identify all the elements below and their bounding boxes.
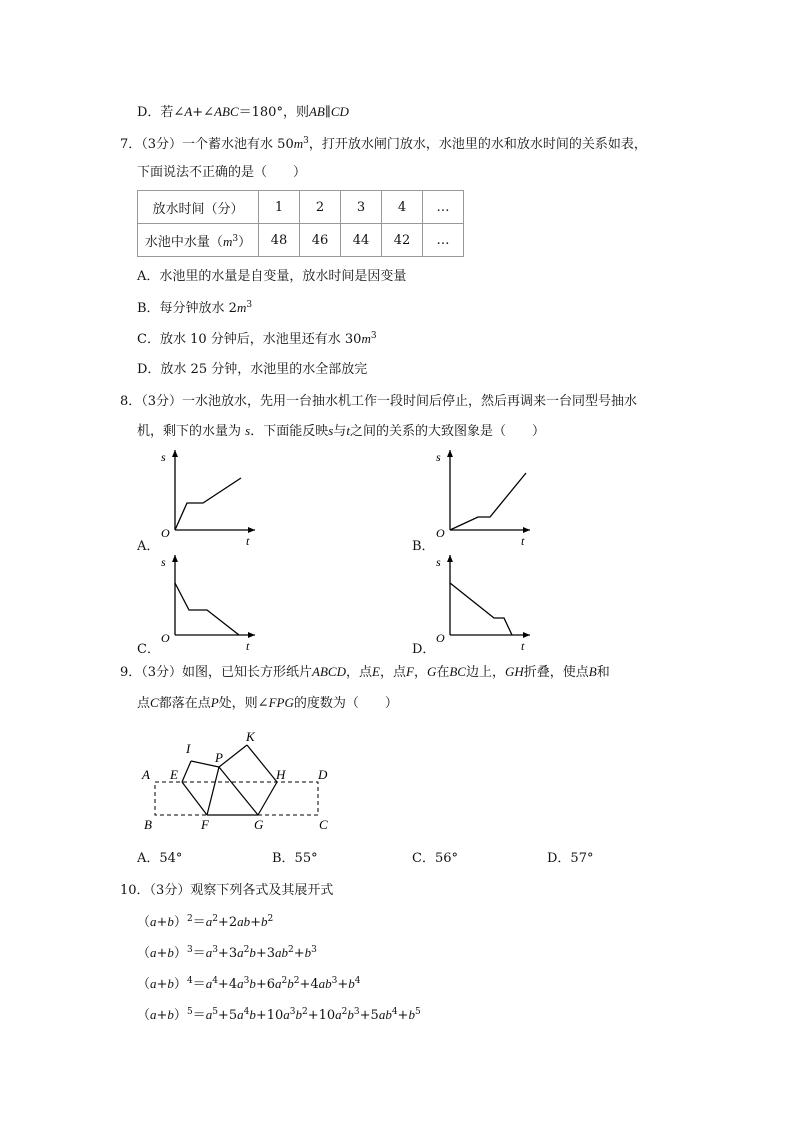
q9-var-f: F (405, 664, 414, 679)
q9-s1-m3: ， (413, 665, 427, 680)
q7-unit: m (293, 136, 304, 151)
y-arrow (172, 450, 178, 457)
q10-formula-3: $(a+b)^4=a^4+4a^3b+6a^2b^2+4ab^3+b^4$ (137, 976, 361, 992)
segment-kh (247, 745, 277, 782)
q8-mid1: ．下面能反映 (250, 424, 329, 439)
curve (450, 583, 512, 635)
point-c: C (319, 817, 328, 832)
q6-plus: +∠ (192, 105, 215, 120)
q6-var-ab: AB (308, 104, 325, 119)
q8-label-d: D． (412, 642, 436, 657)
graph-a-svg (155, 445, 265, 550)
q9-s1-m2: ，点 (379, 665, 406, 680)
point-i: I (186, 741, 191, 756)
q7-optb-text: B．每分钟放水 2 (137, 301, 237, 316)
q9-var-abcd: ABCD (312, 664, 346, 679)
q6-var-a: A (184, 104, 193, 119)
q9-s2-prefix: 点 (137, 696, 151, 711)
axis-t-label: t (521, 534, 525, 548)
q9-option-d: D．57° (547, 851, 594, 866)
q9-option-c: C．56° (412, 851, 458, 866)
table-cell: 1 (259, 191, 300, 224)
q9-s1-prefix: 9．（3分）如图，已知长方形纸片 (120, 665, 313, 680)
q8-suffix: 之间的关系的大致图象是（ ） (349, 424, 545, 439)
q7-option-a: A．水池里的水量是自变量，放水时间是因变量 (137, 269, 407, 284)
q8-var-s: s (245, 423, 251, 438)
table-cell: … (423, 224, 464, 257)
axis-s-label: s (436, 555, 441, 569)
q8-graph-b (430, 445, 540, 550)
q8-label-b: B． (412, 539, 435, 554)
q9-option-a: A．54° (137, 851, 183, 866)
q6-optd-text: D．若∠ (137, 105, 185, 120)
q8-stem-line1: 8．（3分）一水池放水，先用一台抽水机工作一段时间后停止，然后再调来一台同型号抽水 (120, 394, 638, 409)
q7-exp: 3 (303, 136, 309, 146)
axis-t-label: t (246, 534, 250, 548)
table-row (138, 191, 464, 224)
point-e: E (170, 767, 178, 782)
q9-var-fpg: FPG (268, 695, 294, 710)
q9-s1-m5: 边上， (465, 665, 505, 680)
q7-row2-header-suffix: ） (238, 234, 252, 250)
axis-s-label: s (161, 555, 166, 569)
curve (175, 478, 241, 530)
q9-s2-m1: 都落在点 (158, 696, 211, 711)
q9-var-g: G (426, 664, 437, 679)
point-p: P (215, 750, 223, 765)
q6-eq: ＝180°，则 (238, 105, 309, 120)
q7-option-c (137, 330, 377, 349)
segment-ie (182, 761, 191, 782)
segment-hg (258, 782, 277, 815)
q7-optb-exp: 3 (246, 300, 253, 310)
q9-var-p: P (210, 695, 219, 710)
table-cell: 4 (382, 191, 423, 224)
q7-stem1-suffix: ，打开放水闸门放水，水池里的水和放水时间的关系如表， (308, 137, 647, 152)
origin-label: O (436, 631, 445, 645)
q6-var-cd: CD (330, 104, 349, 119)
table-cell: 44 (341, 224, 382, 257)
q7-table (137, 190, 464, 257)
q7-row2-unit: m (222, 233, 233, 249)
q8-stem2-prefix: 机，剩下的水量为 (137, 424, 242, 439)
q10-formula-2: $(a+b)^3=a^3+3a^2b+3ab^2+b^3$ (137, 945, 317, 961)
point-f: F (201, 817, 209, 832)
table-cell: 3 (341, 191, 382, 224)
q9-s1-m7: 和 (596, 665, 610, 680)
table-cell: 48 (259, 224, 300, 257)
q8-var-t: t (346, 423, 350, 438)
q10-formula-1: $(a+b)^2=a^2+2ab+b^2$ (137, 914, 274, 930)
q9-s1-m4: 在 (436, 665, 450, 680)
segment-pf (207, 767, 219, 815)
q9-s2-m2: 处，则∠ (218, 696, 269, 711)
curve (175, 583, 239, 635)
q8-stem-line2 (137, 422, 545, 441)
q7-optb-unit: m (236, 300, 247, 315)
y-arrow (172, 555, 178, 562)
q9-s1-m1: ，点 (346, 665, 373, 680)
q8-var-s2: s (328, 423, 334, 438)
axis-s-label: s (436, 450, 441, 464)
graph-c-svg (155, 550, 265, 655)
q8-graph-a (155, 445, 265, 550)
q7-optc-text: C．放水 10 分钟后，水池里还有水 30 (137, 332, 362, 347)
axis-t-label: t (521, 639, 525, 653)
graph-d-svg (430, 550, 540, 655)
axis-t-label: t (246, 639, 250, 653)
segment-ef (182, 782, 207, 815)
q8-mid2: 与 (333, 424, 347, 439)
q9-var-c: C (150, 695, 159, 710)
table-cell: 46 (300, 224, 341, 257)
q7-option-d: D．放水 25 分钟，水池里的水全部放完 (137, 362, 368, 377)
rectangle-abcd (155, 782, 318, 815)
point-b: B (144, 817, 152, 832)
x-arrow (523, 632, 530, 638)
q7-stem-line1 (120, 135, 647, 154)
q9-var-b: B (588, 664, 597, 679)
table-header-cell (138, 224, 259, 257)
q8-graph-d (430, 550, 540, 655)
table-cell: … (423, 191, 464, 224)
y-arrow (447, 450, 453, 457)
q9-stem-line1 (120, 663, 610, 682)
point-h: H (276, 767, 286, 782)
axis-s-label: s (161, 450, 166, 464)
q7-stem-line2: 下面说法不正确的是（ ） (137, 165, 307, 180)
table-header-cell: 放水时间（分） (138, 191, 259, 224)
q7-stem1-prefix: 7．（3分）一个蓄水池有水 50 (120, 137, 294, 152)
x-arrow (523, 527, 530, 533)
curve (450, 473, 526, 530)
q7-optc-unit: m (361, 331, 371, 346)
point-k: K (246, 729, 255, 744)
q9-stem-line2 (137, 694, 398, 713)
point-d: D (318, 767, 328, 782)
origin-label: O (161, 526, 170, 540)
q9-var-gh: GH (505, 664, 524, 679)
q9-figure (135, 725, 345, 840)
q7-optc-exp: 3 (370, 331, 377, 341)
q9-s1-m6: 折叠，使点 (523, 665, 589, 680)
q6-option-d (137, 103, 349, 122)
q10-stem: 10．（3分）观察下列各式及其展开式 (120, 883, 334, 898)
q7-option-b (137, 299, 252, 318)
q8-label-c: C． (137, 642, 160, 657)
origin-label: O (436, 526, 445, 540)
q7-row2-header-prefix: 水池中水量（ (144, 234, 223, 250)
segment-pg (219, 767, 258, 815)
origin-label: O (161, 631, 170, 645)
point-g: G (254, 817, 264, 832)
table-row (138, 224, 464, 257)
q6-parallel: ∥ (324, 105, 331, 120)
q8-graph-c (155, 550, 265, 655)
q9-figure-svg (135, 725, 345, 840)
q6-var-abc: ABC (214, 104, 239, 119)
q10-formula-4: $(a+b)^5=a^5+5a^4b+10a^3b^2+10a^2b^3+5ab^4+b^5$ (137, 1007, 421, 1023)
point-a: A (142, 767, 150, 782)
x-arrow (248, 527, 255, 533)
q7-row2-exp: 3 (232, 233, 239, 244)
q8-label-a: A． (137, 539, 160, 554)
table-cell: 2 (300, 191, 341, 224)
y-arrow (447, 555, 453, 562)
q9-s2-suffix: 的度数为（ ） (293, 696, 398, 711)
table-cell: 42 (382, 224, 423, 257)
q9-var-bc: BC (449, 664, 466, 679)
q9-var-e: E (372, 664, 380, 679)
segment-pk (219, 745, 247, 767)
q9-option-b: B．55° (272, 851, 318, 866)
graph-b-svg (430, 445, 540, 550)
x-arrow (248, 632, 255, 638)
